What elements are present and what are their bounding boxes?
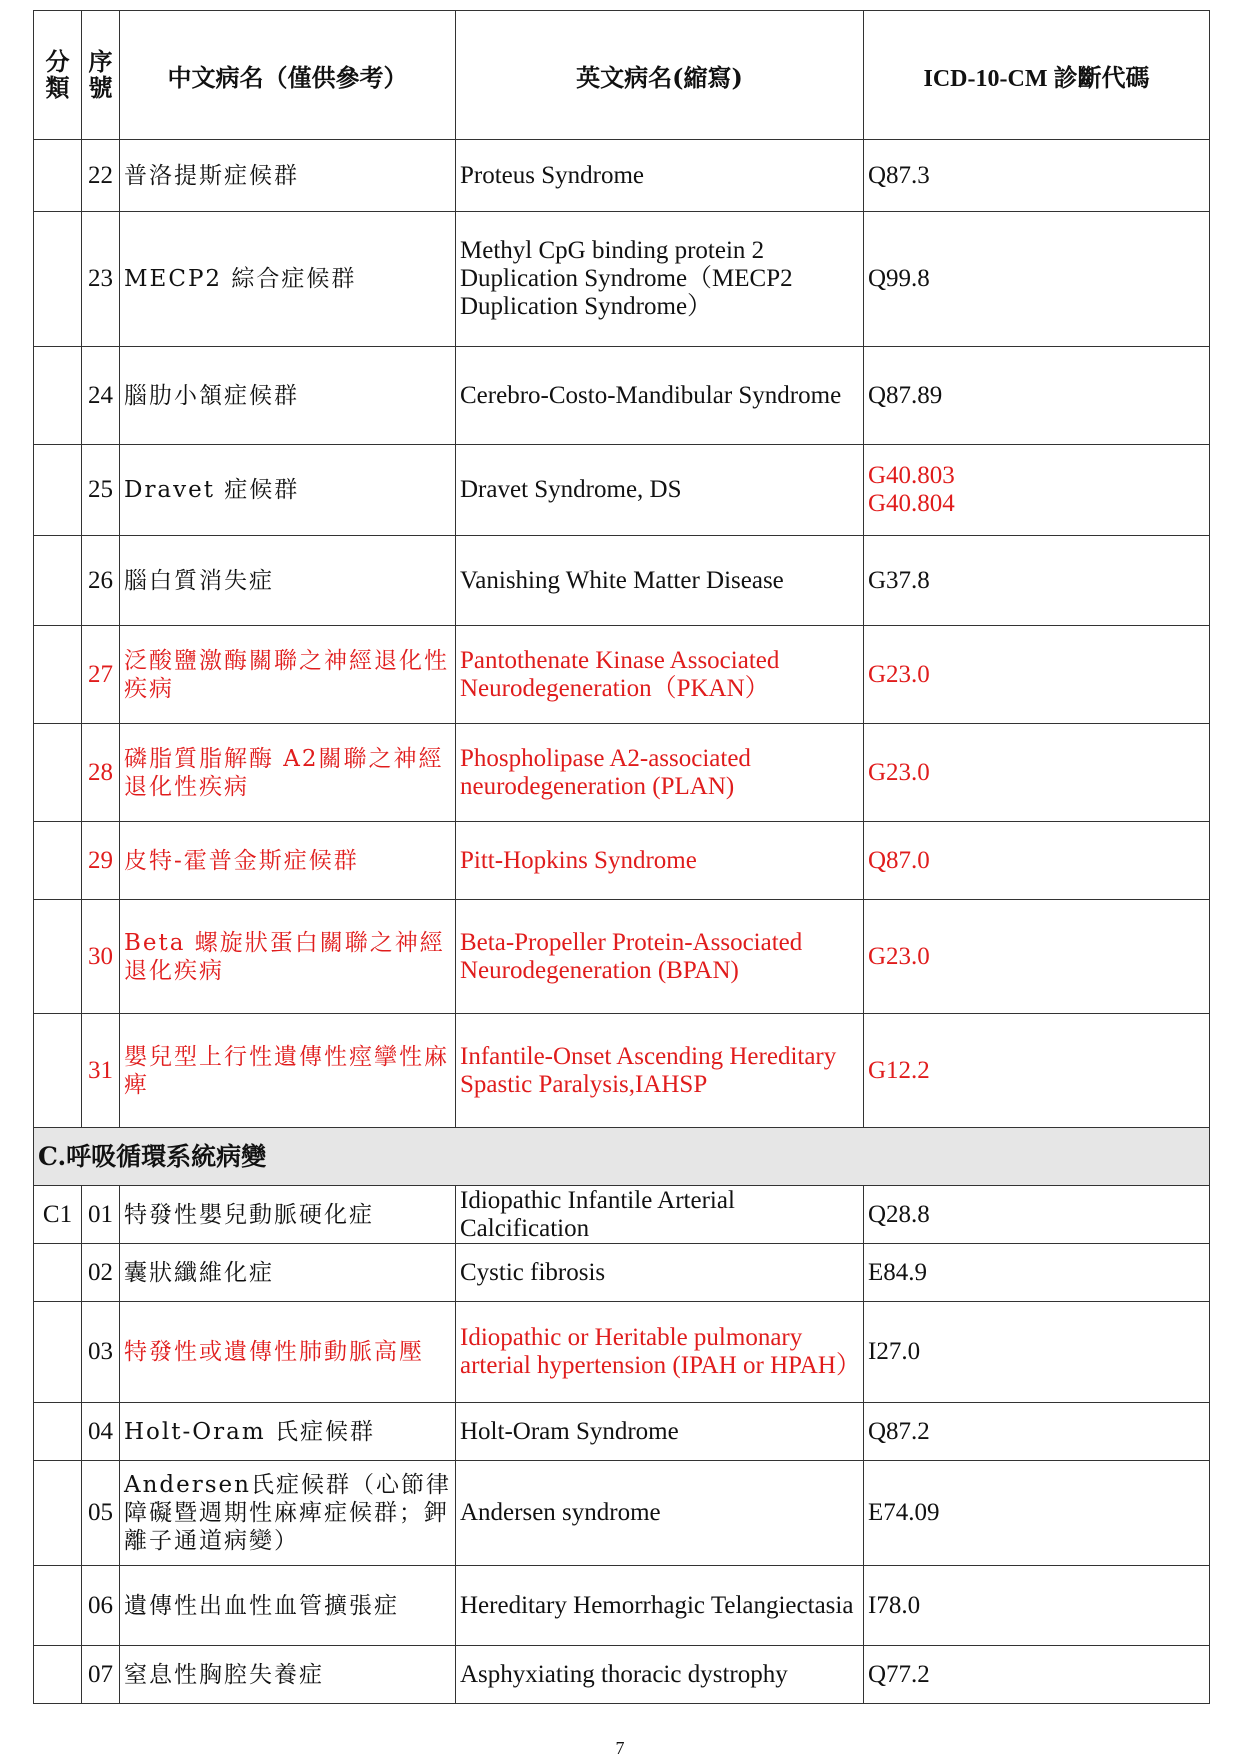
cell-category xyxy=(34,626,82,724)
cell-en-name: Andersen syndrome xyxy=(456,1461,864,1566)
cell-en-name: Hereditary Hemorrhagic Telangiectasia xyxy=(456,1566,864,1646)
header-seq: 序號 xyxy=(82,11,120,140)
cell-zh-name: 特發性嬰兒動脈硬化症 xyxy=(120,1186,456,1244)
cell-en-name: Idiopathic Infantile Arterial Calcification xyxy=(456,1186,864,1244)
cell-category xyxy=(34,140,82,212)
cell-en-name: Infantile-Onset Ascending Hereditary Spastic Paralysis,IAHSP xyxy=(456,1014,864,1128)
table-row xyxy=(34,1403,1210,1461)
cell-icd-code: G40.803 G40.804 xyxy=(864,445,1210,536)
cell-category xyxy=(34,347,82,445)
cell-seq: 23 xyxy=(82,212,120,347)
cell-zh-name: Andersen氏症候群（心節律障礙暨週期性麻痺症候群；鉀離子通道病變） xyxy=(120,1461,456,1566)
cell-icd-code: Q87.2 xyxy=(864,1403,1210,1461)
section-b-rows xyxy=(34,140,1210,1128)
cell-zh-name: 特發性或遺傳性肺動脈高壓 xyxy=(120,1302,456,1403)
header-zh-name: 中文病名（僅供參考） xyxy=(120,11,456,140)
cell-seq: 07 xyxy=(82,1646,120,1704)
cell-seq: 04 xyxy=(82,1403,120,1461)
cell-icd-code: Q87.89 xyxy=(864,347,1210,445)
cell-en-name: Holt-Oram Syndrome xyxy=(456,1403,864,1461)
cell-zh-name: 普洛提斯症候群 xyxy=(120,140,456,212)
cell-seq: 05 xyxy=(82,1461,120,1566)
cell-zh-name: 皮特-霍普金斯症候群 xyxy=(120,822,456,900)
cell-category xyxy=(34,1244,82,1302)
cell-seq: 30 xyxy=(82,900,120,1014)
cell-icd-code: E84.9 xyxy=(864,1244,1210,1302)
cell-seq: 27 xyxy=(82,626,120,724)
cell-icd-code: G37.8 xyxy=(864,536,1210,626)
cell-category xyxy=(34,1461,82,1566)
cell-zh-name: 腦肋小頷症候群 xyxy=(120,347,456,445)
cell-en-name: Pantothenate Kinase Associated Neurodegeneration（PKAN） xyxy=(456,626,864,724)
disease-table-page xyxy=(33,10,1209,1704)
table-row xyxy=(34,724,1210,822)
cell-category xyxy=(34,1302,82,1403)
cell-seq: 22 xyxy=(82,140,120,212)
cell-zh-name: 遺傳性出血性血管擴張症 xyxy=(120,1566,456,1646)
section-c-rows xyxy=(34,1186,1210,1704)
cell-seq: 31 xyxy=(82,1014,120,1128)
table-row xyxy=(34,536,1210,626)
cell-icd-code: Q28.8 xyxy=(864,1186,1210,1244)
cell-category xyxy=(34,536,82,626)
cell-icd-code: G23.0 xyxy=(864,900,1210,1014)
cell-zh-name: 磷脂質脂解酶 A2關聯之神經退化性疾病 xyxy=(120,724,456,822)
cell-category xyxy=(34,822,82,900)
cell-seq: 24 xyxy=(82,347,120,445)
cell-icd-code: G23.0 xyxy=(864,626,1210,724)
cell-category xyxy=(34,1014,82,1128)
cell-seq: 01 xyxy=(82,1186,120,1244)
cell-icd-code: Q87.3 xyxy=(864,140,1210,212)
cell-seq: 02 xyxy=(82,1244,120,1302)
disease-table xyxy=(33,10,1210,1704)
cell-category xyxy=(34,212,82,347)
cell-category xyxy=(34,1403,82,1461)
cell-category xyxy=(34,1566,82,1646)
section-c-title: C.呼吸循環系統病變 xyxy=(34,1128,1210,1186)
cell-zh-name: 窒息性胸腔失養症 xyxy=(120,1646,456,1704)
header-icd: ICD-10-CM 診斷代碼 xyxy=(864,11,1210,140)
cell-category xyxy=(34,445,82,536)
cell-seq: 03 xyxy=(82,1302,120,1403)
table-row xyxy=(34,1646,1210,1704)
cell-en-name: Asphyxiating thoracic dystrophy xyxy=(456,1646,864,1704)
cell-en-name: Cystic fibrosis xyxy=(456,1244,864,1302)
table-row xyxy=(34,626,1210,724)
cell-category xyxy=(34,1646,82,1704)
cell-en-name: Phospholipase A2-associated neurodegeneration (PLAN) xyxy=(456,724,864,822)
table-row xyxy=(34,1302,1210,1403)
header-category: 分類 xyxy=(34,11,82,140)
page-number: 7 xyxy=(615,1738,625,1758)
cell-zh-name: Dravet 症候群 xyxy=(120,445,456,536)
table-row xyxy=(34,212,1210,347)
cell-en-name: Beta-Propeller Protein-Associated Neurodegeneration (BPAN) xyxy=(456,900,864,1014)
header-en-name: 英文病名(縮寫) xyxy=(456,11,864,140)
cell-zh-name: 囊狀纖維化症 xyxy=(120,1244,456,1302)
cell-icd-code: G12.2 xyxy=(864,1014,1210,1128)
cell-en-name: Cerebro-Costo-Mandibular Syndrome xyxy=(456,347,864,445)
cell-en-name: Dravet Syndrome, DS xyxy=(456,445,864,536)
table-row xyxy=(34,1186,1210,1244)
cell-icd-code: I78.0 xyxy=(864,1566,1210,1646)
cell-icd-code: Q99.8 xyxy=(864,212,1210,347)
cell-seq: 25 xyxy=(82,445,120,536)
cell-seq: 28 xyxy=(82,724,120,822)
table-row xyxy=(34,1461,1210,1566)
cell-en-name: Pitt-Hopkins Syndrome xyxy=(456,822,864,900)
cell-icd-code: Q77.2 xyxy=(864,1646,1210,1704)
cell-zh-name: 腦白質消失症 xyxy=(120,536,456,626)
table-row xyxy=(34,347,1210,445)
table-row xyxy=(34,1014,1210,1128)
cell-category xyxy=(34,724,82,822)
cell-seq: 06 xyxy=(82,1566,120,1646)
cell-seq: 26 xyxy=(82,536,120,626)
cell-zh-name: MECP2 綜合症候群 xyxy=(120,212,456,347)
cell-zh-name: 嬰兒型上行性遺傳性痙攣性麻痺 xyxy=(120,1014,456,1128)
cell-category xyxy=(34,900,82,1014)
table-row xyxy=(34,140,1210,212)
cell-en-name: Idiopathic or Heritable pulmonary arterial hypertension (IPAH or HPAH） xyxy=(456,1302,864,1403)
cell-en-name: Methyl CpG binding protein 2 Duplication Syndrome（MECP2 Duplication Syndrome） xyxy=(456,212,864,347)
table-row xyxy=(34,900,1210,1014)
table-row xyxy=(34,1566,1210,1646)
section-c-header xyxy=(34,1128,1210,1186)
cell-icd-code: Q87.0 xyxy=(864,822,1210,900)
cell-zh-name: Holt-Oram 氏症候群 xyxy=(120,1403,456,1461)
cell-zh-name: 泛酸鹽激酶關聯之神經退化性疾病 xyxy=(120,626,456,724)
cell-icd-code: G23.0 xyxy=(864,724,1210,822)
cell-en-name: Vanishing White Matter Disease xyxy=(456,536,864,626)
cell-icd-code: E74.09 xyxy=(864,1461,1210,1566)
cell-icd-code: I27.0 xyxy=(864,1302,1210,1403)
table-row xyxy=(34,445,1210,536)
cell-category: C1 xyxy=(34,1186,82,1244)
cell-en-name: Proteus Syndrome xyxy=(456,140,864,212)
table-row xyxy=(34,1244,1210,1302)
header-row xyxy=(34,11,1210,140)
table-row xyxy=(34,822,1210,900)
cell-seq: 29 xyxy=(82,822,120,900)
cell-zh-name: Beta 螺旋狀蛋白關聯之神經退化疾病 xyxy=(120,900,456,1014)
